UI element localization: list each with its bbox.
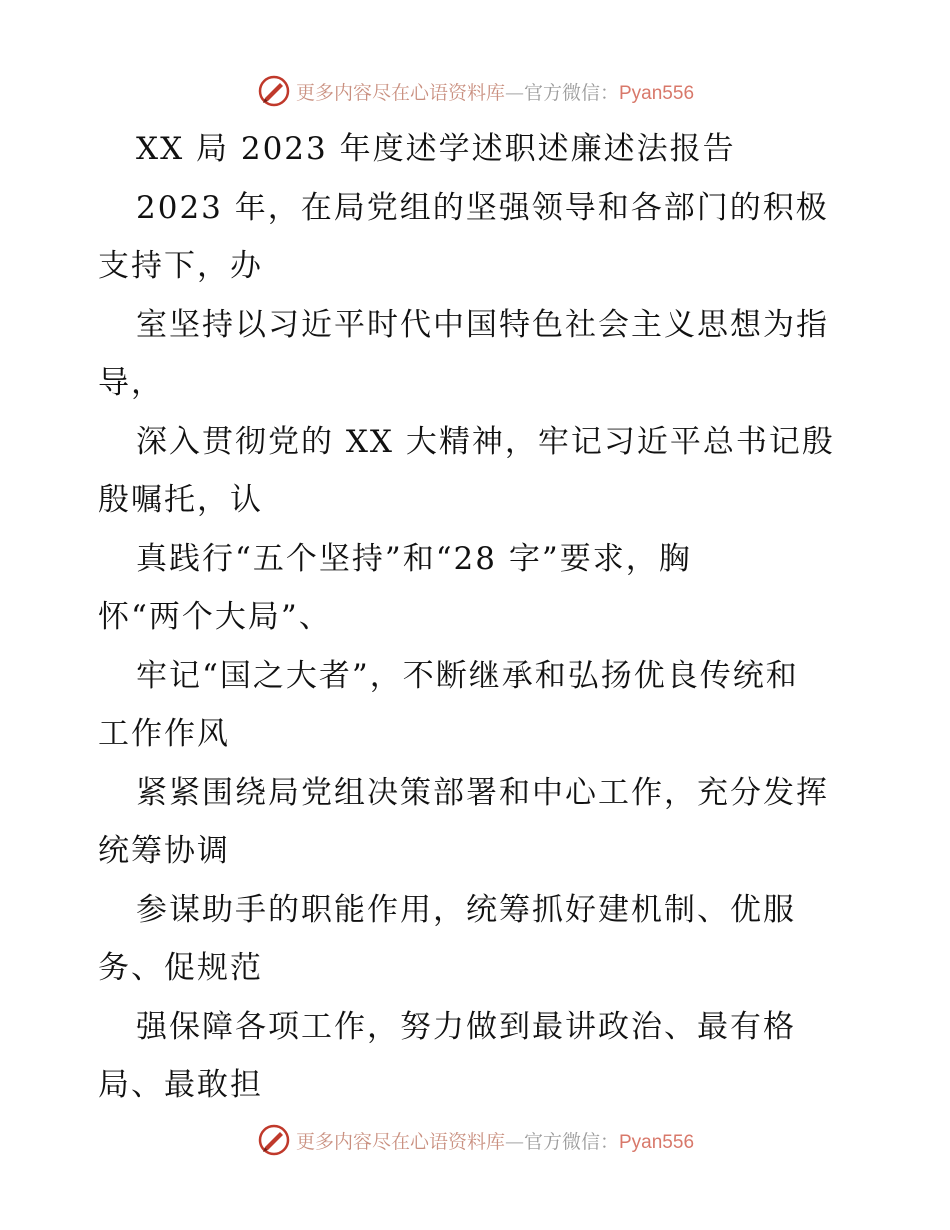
text-line: 室坚持以习近平时代中国特色社会主义思想为指	[136, 306, 829, 343]
text-line: 强保障各项工作，努力做到最讲政治、最有格	[136, 1008, 796, 1045]
watermark-separator: —	[504, 81, 524, 104]
text-line: 2023 年，在局党组的坚强领导和各部门的积极	[136, 189, 829, 226]
pen-circle-logo-icon	[256, 73, 292, 109]
text-line: XX 局 2023 年度述学述职述廉述法报告	[136, 131, 736, 167]
text-line: 紧紧围绕局党组决策部署和中心工作，充分发挥	[136, 774, 829, 811]
text-line: 真践行“五个坚持”和“28 字”要求，胸	[136, 540, 692, 577]
text-line: 深入贯彻党的 XX 大精神，牢记习近平总书记殷	[136, 423, 835, 460]
document-body	[98, 120, 858, 1115]
watermark-wechat-id: Pyan556	[619, 82, 695, 104]
watermark-wechat-id: Pyan556	[619, 1131, 695, 1153]
text-line: 务、促规范	[98, 950, 263, 986]
text-line: 工作作风	[98, 716, 230, 752]
text-line: 局、最敢担	[98, 1067, 263, 1103]
text-line: 参谋助手的职能作用，统筹抓好建机制、优服	[136, 891, 796, 928]
text-line: 殷嘱托，认	[98, 482, 263, 518]
watermark-site-text: 更多内容尽在心语资料库	[295, 81, 505, 104]
text-line: 怀“两个大局”、	[98, 599, 332, 635]
text-line: 牢记“国之大者”，不断继承和弘扬优良传统和	[136, 657, 799, 694]
text-line: 支持下，办	[98, 248, 263, 284]
header-watermark	[0, 71, 950, 111]
text-line: 统筹协调	[98, 833, 230, 869]
text-line: 导，	[98, 365, 164, 401]
footer-watermark	[0, 1120, 950, 1160]
watermark-site-text: 更多内容尽在心语资料库	[295, 1130, 505, 1153]
watermark-separator: —	[504, 1130, 524, 1153]
watermark-wechat-label: 官方微信：	[523, 1130, 619, 1153]
watermark-wechat-label: 官方微信：	[523, 81, 619, 104]
pen-circle-logo-icon	[256, 1122, 292, 1158]
